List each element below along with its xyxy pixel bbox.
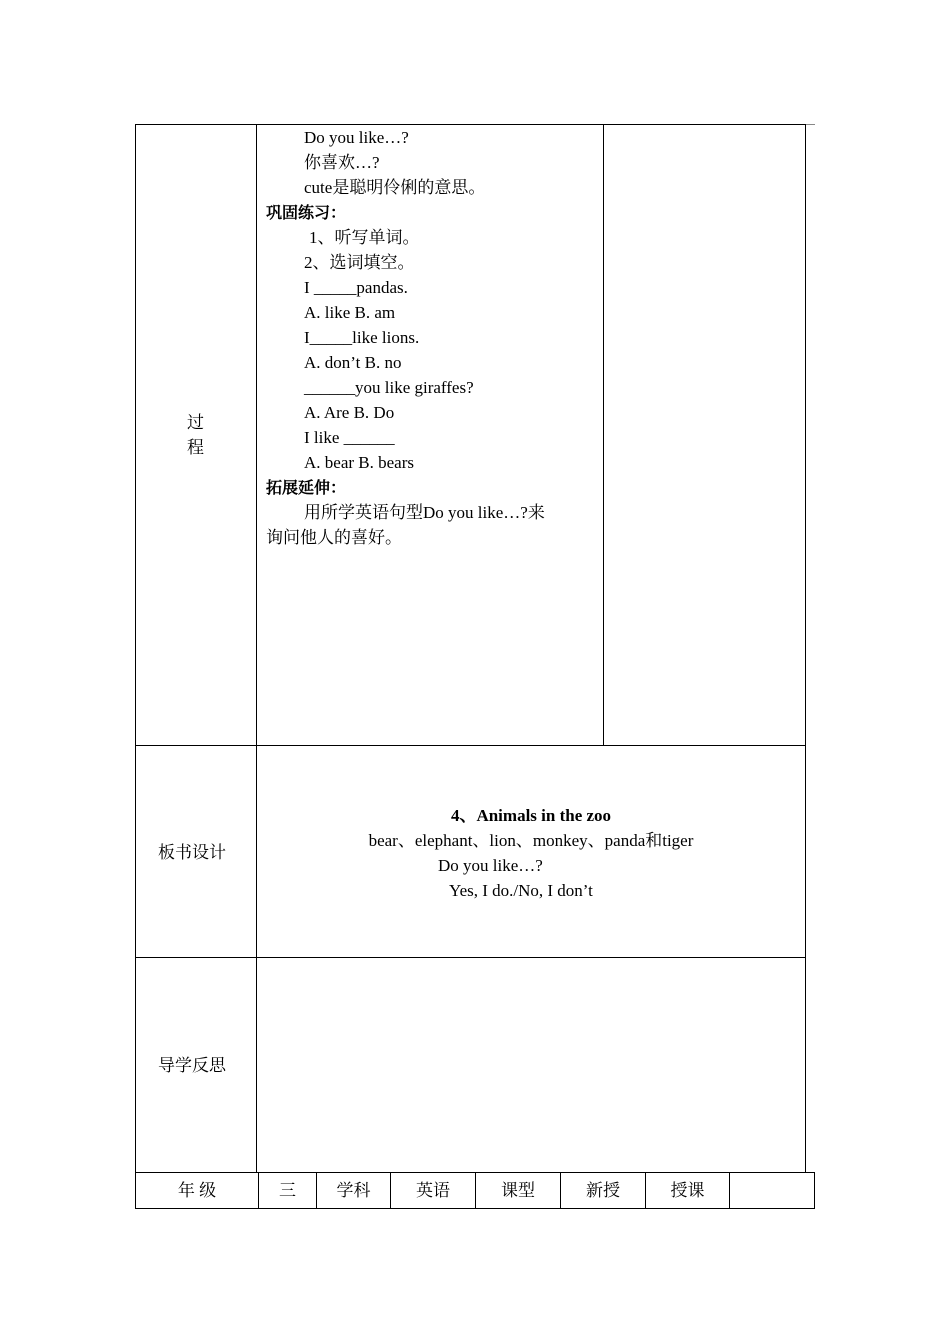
content-line: cute是聪明伶俐的意思。 [304, 178, 486, 197]
content-line: 你喜欢…? [304, 153, 380, 172]
grid-line [135, 957, 806, 958]
content-line: I _____pandas. [304, 278, 408, 297]
grid-line [729, 1172, 730, 1209]
grade-label: 年 级 [177, 1181, 217, 1200]
reflection-label: 导学反思 [158, 1056, 226, 1075]
grade-value: 三 [279, 1181, 296, 1200]
grid-line [805, 124, 806, 1173]
grid-line [814, 1172, 815, 1209]
board-title: 4、Animals in the zoo [450, 806, 612, 825]
content-line: I_____like lions. [304, 328, 420, 347]
grid-line [806, 124, 815, 125]
grid-line [135, 124, 136, 1209]
process-label-line2: 程 [187, 438, 204, 457]
subject-value: 英语 [416, 1181, 450, 1200]
extension-heading: 拓展延伸： [266, 478, 347, 497]
content-line: 用所学英语句型Do you like…?来 [304, 503, 545, 522]
content-line: A. Are B. Do [304, 403, 395, 422]
grid-line [256, 124, 257, 1173]
board-question: Do you like…? [438, 856, 543, 875]
content-line: 2、选词填空。 [304, 253, 415, 272]
grid-line [603, 124, 604, 746]
content-line: 询问他人的喜好。 [266, 528, 402, 547]
teaching-label: 授课 [670, 1181, 705, 1200]
content-line: A. like B. am [304, 303, 396, 322]
grid-line [135, 745, 806, 746]
content-line: ______you like giraffes? [304, 378, 474, 397]
board-design-label: 板书设计 [158, 843, 226, 862]
lesson-type-value: 新授 [586, 1181, 620, 1200]
content-line: A. bear B. bears [304, 453, 414, 472]
subject-label: 学科 [336, 1181, 371, 1200]
content-line: 1、听写单词。 [309, 228, 420, 247]
consolidation-heading: 巩固练习： [266, 203, 347, 222]
process-label-line1: 过 [187, 413, 204, 432]
content-line: A. don’t B. no [304, 353, 402, 372]
board-words: bear、elephant、lion、monkey、panda和tiger [368, 831, 694, 850]
content-line: Do you like…? [304, 128, 409, 147]
grid-line [135, 124, 806, 125]
board-answer: Yes, I do./No, I don’t [449, 881, 593, 900]
content-line: I like ______ [304, 428, 395, 447]
lesson-type-label: 课型 [501, 1181, 535, 1200]
